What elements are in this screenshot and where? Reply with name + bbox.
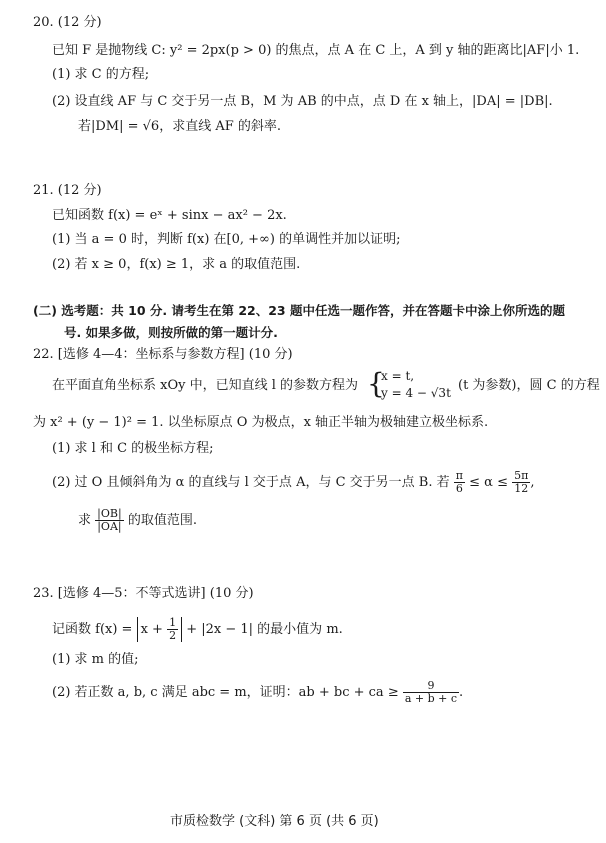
q21-header: 21. (12 分): [33, 183, 102, 198]
q22-part1: (1) 求 l 和 C 的极坐标方程;: [52, 441, 214, 456]
frac-numerator: 9: [403, 680, 459, 693]
abs-value-expression: [137, 617, 183, 642]
q22-part2a-text: (2) 过 O 且倾斜角为 α 的直线与 l 交于点 A，与 C 交于另一点 B. 若: [52, 475, 450, 490]
page-footer: 市质检数学 (文科) 第 6 页 (共 6 页): [170, 814, 379, 829]
ob-over-oa-fraction: [95, 508, 124, 533]
abs-text: x +: [140, 622, 163, 637]
q23-stem-pre: 记函数 f(x) =: [52, 622, 133, 637]
q22-stem-a: 在平面直角坐标系 xOy 中，已知直线 l 的参数方程为: [52, 378, 359, 393]
q22-part2b-pre: 求: [78, 513, 92, 528]
frac-denominator: |OA|: [97, 520, 122, 533]
q20-part2b: 若|DM| = √6，求直线 AF 的斜率.: [78, 119, 282, 134]
q23-header: 23. [选修 4—5：不等式选讲] (10 分): [33, 586, 254, 601]
alpha-range: ≤ α ≤: [469, 475, 508, 490]
frac-numerator: 1: [169, 616, 177, 629]
one-half-fraction: [167, 617, 178, 642]
pi-over-6-fraction: [454, 470, 465, 495]
frac-numerator: π: [455, 469, 463, 482]
param-eq-x: x = t,: [381, 369, 415, 383]
q20-stem: 已知 F 是抛物线 C: y² = 2px(p > 0) 的焦点，点 A 在 C 上，A 到 y 轴的距离比|AF|小 1.: [52, 43, 580, 58]
system-brace: {: [367, 367, 385, 400]
5pi-over-12-fraction: [512, 470, 530, 495]
elective-instruction-line1: (二) 选考题：共 10 分. 请考生在第 22、23 题中任选一题作答，并在答题卡中涂上你所选的题: [33, 303, 565, 318]
q23-stem-mid: + |2x − 1| 的最小值为 m.: [186, 622, 343, 637]
q22-part2b: [78, 508, 197, 533]
q20-header: 20. (12 分): [33, 15, 102, 30]
q21-part1: (1) 当 a = 0 时，判断 f(x) 在[0, +∞) 的单调性并加以证明;: [52, 232, 401, 247]
q22-stem-c: 为 x² + (y − 1)² = 1. 以坐标原点 O 为极点，x 轴正半轴为极轴建立极坐标系.: [33, 415, 489, 430]
frac-numerator: |OB|: [97, 507, 122, 520]
q23-part1: (1) 求 m 的值;: [52, 652, 139, 667]
frac-denominator: 6: [455, 482, 463, 495]
punct: ,: [530, 475, 535, 490]
punct: .: [459, 685, 464, 700]
frac-denominator: 12: [514, 482, 529, 495]
q21-stem: 已知函数 f(x) = eˣ + sinx − ax² − 2x.: [52, 208, 287, 223]
q22-part2b-post: 的取值范围.: [127, 513, 197, 528]
q23-part2: [52, 680, 463, 705]
q22-stem-b: (t 为参数)，圆 C 的方程: [458, 378, 600, 393]
q21-part2: (2) 若 x ≥ 0，f(x) ≥ 1，求 a 的取值范围.: [52, 257, 301, 272]
q20-part1: (1) 求 C 的方程;: [52, 67, 150, 82]
frac-denominator: 2: [169, 629, 177, 642]
q20-part2a: (2) 设直线 AF 与 C 交于另一点 B，M 为 AB 的中点，点 D 在 x 轴上，|DA| = |DB|.: [52, 94, 553, 109]
frac-denominator: a + b + c: [404, 692, 458, 705]
q22-part2a: [52, 470, 535, 495]
q23-part2-pre: (2) 若正数 a, b, c 满足 abc = m，证明：ab + bc + ca ≥: [52, 685, 399, 700]
elective-instruction-line2: 号. 如果多做，则按所做的第一题计分.: [64, 325, 278, 340]
param-eq-y: y = 4 − √3t: [381, 386, 451, 400]
nine-over-sum-fraction: [403, 680, 459, 705]
q22-header: 22. [选修 4—4：坐标系与参数方程] (10 分): [33, 347, 293, 362]
frac-numerator: 5π: [514, 469, 529, 482]
q23-stem: [52, 617, 343, 642]
